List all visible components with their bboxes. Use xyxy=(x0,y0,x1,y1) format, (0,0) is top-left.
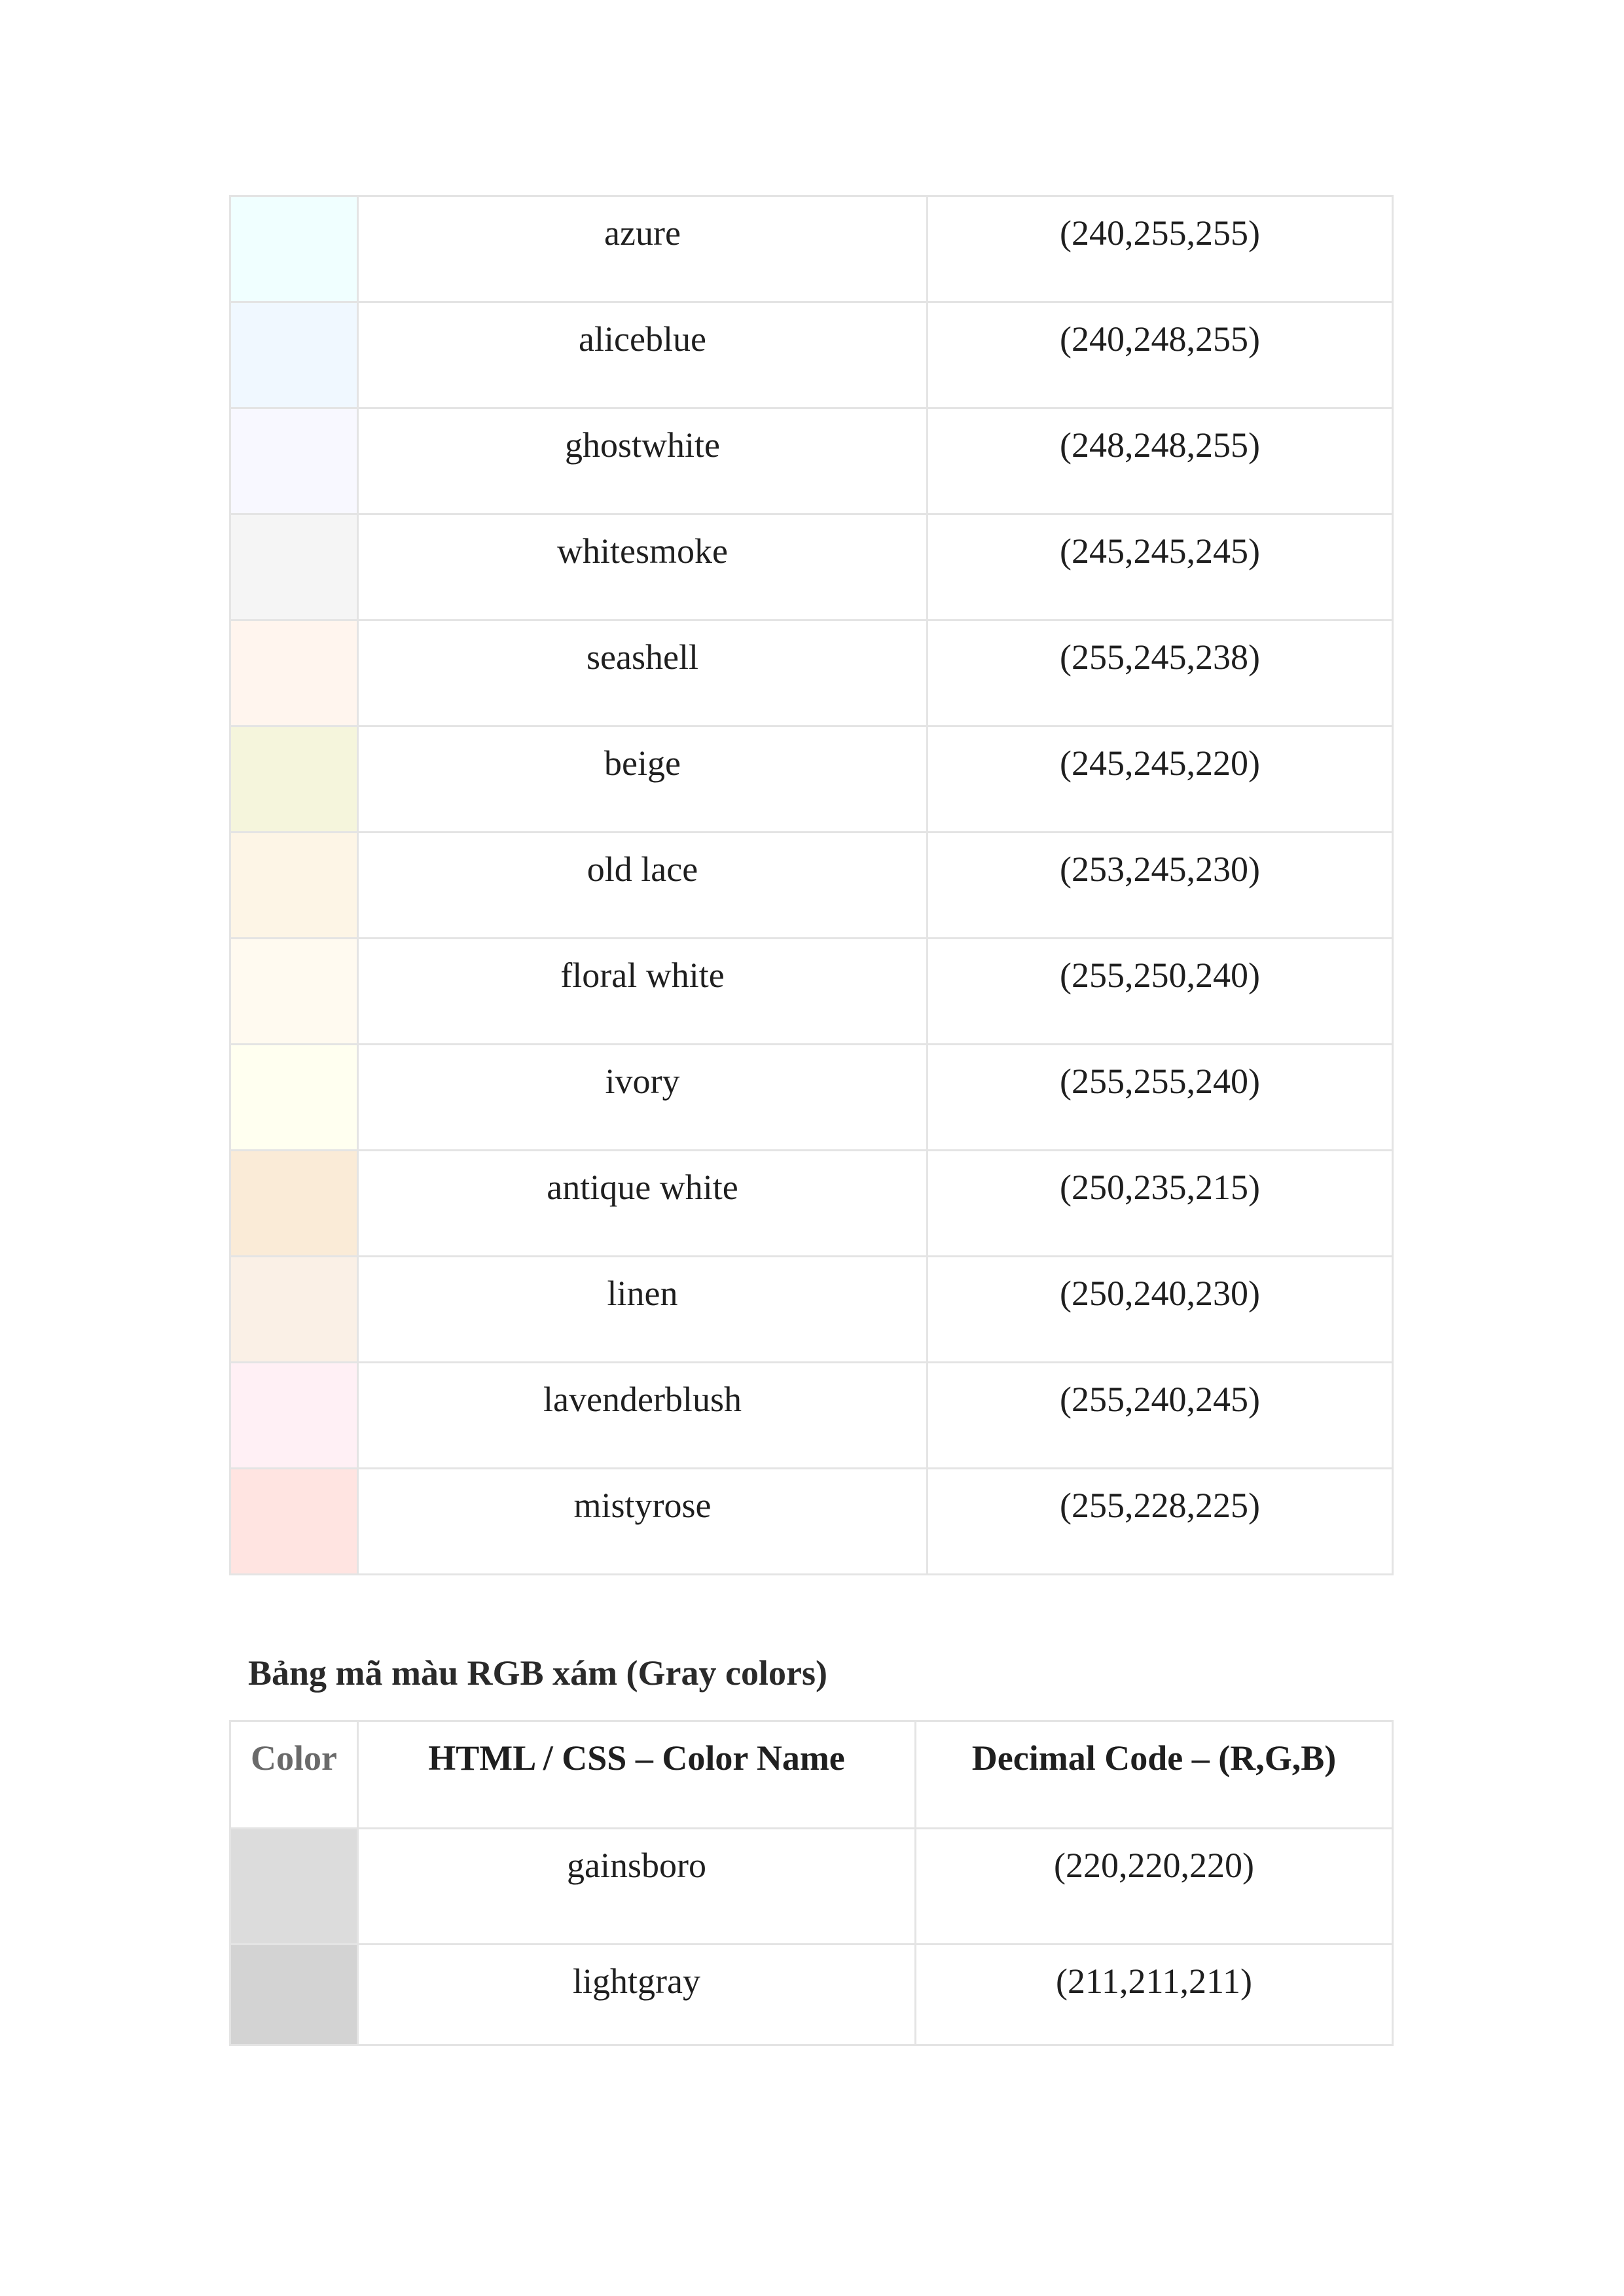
color-swatch xyxy=(230,196,358,302)
table-header-row xyxy=(230,1721,1393,1829)
header-color-name: HTML / CSS – Color Name xyxy=(358,1721,916,1829)
table-row xyxy=(230,408,1393,514)
decimal-code-cell: (245,245,220) xyxy=(928,726,1393,833)
decimal-code-cell: (240,255,255) xyxy=(928,196,1393,302)
table-row xyxy=(230,620,1393,726)
color-name-cell: beige xyxy=(358,726,928,833)
color-name-cell: lavenderblush xyxy=(358,1363,928,1469)
decimal-code-cell: (255,245,238) xyxy=(928,620,1393,726)
table-row xyxy=(230,1045,1393,1151)
color-name-cell: gainsboro xyxy=(358,1829,916,1945)
color-swatch xyxy=(230,1257,358,1363)
color-swatch xyxy=(230,833,358,939)
color-name-cell: linen xyxy=(358,1257,928,1363)
decimal-code-cell: (255,240,245) xyxy=(928,1363,1393,1469)
white-colors-table-body xyxy=(230,196,1393,1575)
color-swatch xyxy=(230,939,358,1045)
gray-colors-table xyxy=(229,1720,1394,2046)
color-name-cell: azure xyxy=(358,196,928,302)
color-name-cell: whitesmoke xyxy=(358,514,928,620)
decimal-code-cell: (255,250,240) xyxy=(928,939,1393,1045)
gray-colors-heading: Bảng mã màu RGB xám (Gray colors) xyxy=(248,1653,827,1693)
decimal-code-cell: (245,245,245) xyxy=(928,514,1393,620)
table-row xyxy=(230,833,1393,939)
table-row xyxy=(230,1469,1393,1575)
color-name-cell: antique white xyxy=(358,1151,928,1257)
color-name-cell: seashell xyxy=(358,620,928,726)
color-swatch xyxy=(230,1945,358,2045)
header-color: Color xyxy=(230,1721,358,1829)
table-row xyxy=(230,302,1393,408)
color-name-cell: mistyrose xyxy=(358,1469,928,1575)
table-row xyxy=(230,196,1393,302)
color-swatch xyxy=(230,1363,358,1469)
color-name-cell: ivory xyxy=(358,1045,928,1151)
color-name-cell: lightgray xyxy=(358,1945,916,2045)
table-row xyxy=(230,939,1393,1045)
decimal-code-cell: (211,211,211) xyxy=(916,1945,1393,2045)
color-name-cell: old lace xyxy=(358,833,928,939)
decimal-code-cell: (240,248,255) xyxy=(928,302,1393,408)
color-swatch xyxy=(230,1151,358,1257)
color-swatch xyxy=(230,408,358,514)
color-swatch xyxy=(230,514,358,620)
color-name-cell: ghostwhite xyxy=(358,408,928,514)
table-row xyxy=(230,1151,1393,1257)
decimal-code-cell: (255,228,225) xyxy=(928,1469,1393,1575)
color-swatch xyxy=(230,1469,358,1575)
gray-colors-table-body xyxy=(230,1829,1393,2045)
table-row xyxy=(230,1257,1393,1363)
decimal-code-cell: (253,245,230) xyxy=(928,833,1393,939)
color-swatch xyxy=(230,1829,358,1945)
header-decimal-code: Decimal Code – (R,G,B) xyxy=(916,1721,1393,1829)
table-row xyxy=(230,1945,1393,2045)
color-swatch xyxy=(230,620,358,726)
decimal-code-cell: (248,248,255) xyxy=(928,408,1393,514)
decimal-code-cell: (220,220,220) xyxy=(916,1829,1393,1945)
table-row xyxy=(230,514,1393,620)
color-name-cell: aliceblue xyxy=(358,302,928,408)
decimal-code-cell: (250,240,230) xyxy=(928,1257,1393,1363)
table-row xyxy=(230,726,1393,833)
table-row xyxy=(230,1363,1393,1469)
color-swatch xyxy=(230,726,358,833)
decimal-code-cell: (255,255,240) xyxy=(928,1045,1393,1151)
color-swatch xyxy=(230,1045,358,1151)
decimal-code-cell: (250,235,215) xyxy=(928,1151,1393,1257)
color-name-cell: floral white xyxy=(358,939,928,1045)
color-swatch xyxy=(230,302,358,408)
white-colors-table xyxy=(229,195,1394,1575)
table-row xyxy=(230,1829,1393,1945)
